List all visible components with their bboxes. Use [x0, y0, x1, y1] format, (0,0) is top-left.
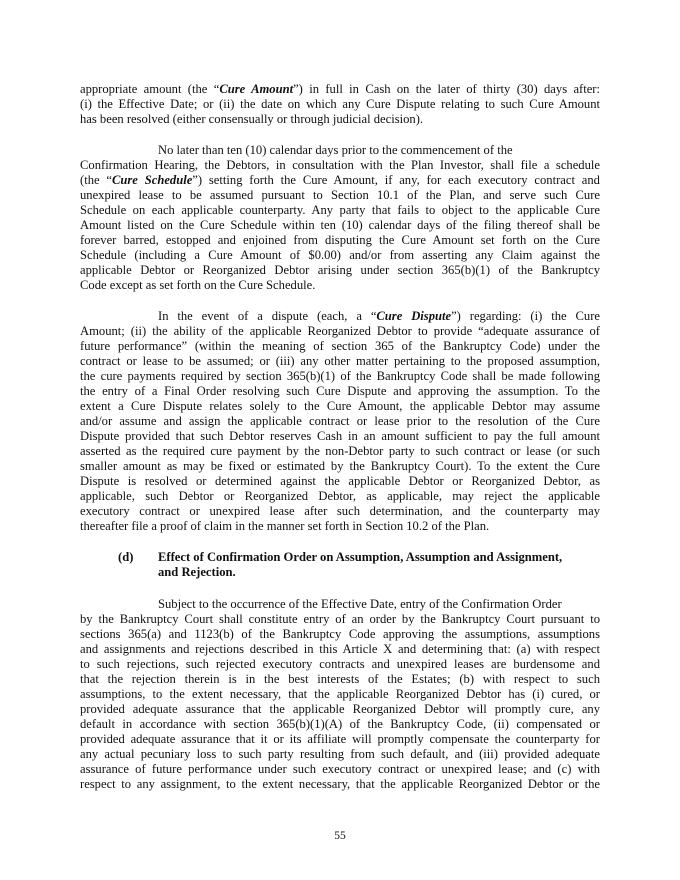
text-line: unexpired lease to be assumed pursuant to Section 10.1 of the Plan, and serve such Cure — [80, 188, 600, 202]
text-line: Schedule on each applicable counterparty. Any party that fails to object to the applicable Cure — [80, 203, 600, 217]
text-run: ”) setting forth the Cure Amount, if any, for each executory contract and — [192, 173, 600, 187]
text-line: applicable, such Debtor or Reorganized Debtor, as applicable, may reject the applicable — [80, 489, 600, 503]
text-line: Confirmation Hearing, the Debtors, in consultation with the Plan Investor, shall file a schedule — [80, 158, 600, 172]
text-line: and assignments and rejections described in this Article X and determining that: (a) with respect — [80, 642, 600, 656]
text-line — [158, 309, 600, 324]
text-line: asserted as the required cure payment by the non-Debtor party to such contract or lease (or such — [80, 444, 600, 458]
text-line: extent a Cure Dispute relates solely to the Cure Amount, the applicable Debtor may assume — [80, 399, 600, 413]
text-line — [80, 173, 600, 188]
text-line: Amount listed on the Cure Schedule within ten (10) calendar days of the filing thereof shall be — [80, 218, 600, 232]
section-title-line: and Rejection. — [158, 565, 236, 579]
text-line: assurance of future performance under such executory contract or unexpired lease; and (c) with — [80, 762, 600, 776]
text-line: provided adequate assurance that the applicable Reorganized Debtor will promptly cure, any — [80, 702, 600, 716]
text-line: Code except as set forth on the Cure Schedule. — [80, 278, 316, 292]
text-line: default in accordance with section 365(b)(1)(A) of the Bankruptcy Code, (ii) compensated or — [80, 717, 600, 731]
text-line: applicable Debtor or Reorganized Debtor arising under section 365(b)(1) of the Bankruptcy — [80, 263, 600, 277]
page-number: 55 — [334, 830, 346, 842]
text-line: by the Bankruptcy Court shall constitute entry of an order by the Bankruptcy Court pursuant to — [80, 612, 600, 626]
text-line: assumptions, to the extent necessary, that the applicable Reorganized Debtor has (i) cured, or — [80, 687, 600, 701]
text-line: that the rejection therein is in the best interests of the Estates; (b) with respect to such — [80, 672, 600, 686]
text-run: ”) in full in Cash on the later of thirty (30) days after: — [293, 82, 601, 96]
text-line: forever barred, estopped and enjoined from disputing the Cure Amount set forth on the Cure — [80, 233, 600, 247]
text-line: any actual pecuniary loss to such party resulting from such default, and (iii) provided adequate — [80, 747, 600, 761]
text-line: has been resolved (either consensually or through judicial decision). — [80, 112, 424, 126]
text-line: provided adequate assurance that it or its affiliate will promptly compensate the counterparty for — [80, 732, 600, 746]
text-line: Subject to the occurrence of the Effective Date, entry of the Confirmation Order — [158, 597, 562, 611]
text-line: the cure payments required by section 365(b)(1) of the Bankruptcy Code shall be made following — [80, 369, 600, 383]
text-run: In the event of a dispute (each, a “ — [158, 309, 377, 323]
text-line: thereafter file a proof of claim in the manner set forth in Section 10.2 of the Plan. — [80, 519, 490, 533]
section-title-line: Effect of Confirmation Order on Assumption, Assumption and Assignment, — [158, 550, 563, 564]
text-line: (i) the Effective Date; or (ii) the date on which any Cure Dispute relating to such Cure Amount — [80, 97, 600, 111]
text-run: ”) regarding: (i) the Cure — [451, 309, 600, 323]
defined-term-cure-dispute: Cure Dispute — [376, 309, 452, 323]
text-line: contract or lease to be assumed; or (iii) any other matter pertaining to the proposed assumption, — [80, 354, 600, 368]
text-line: executory contract or unexpired lease after such determination, and the counterparty may — [80, 504, 600, 518]
section-marker: (d) — [118, 550, 134, 564]
text-line: Schedule (including a Cure Amount of $0.00) and/or from asserting any Claim against the — [80, 248, 600, 262]
text-line — [80, 82, 600, 97]
text-line: Dispute is resolved or determined against the applicable Debtor or Reorganized Debtor, as — [80, 474, 600, 488]
text-line: No later than ten (10) calendar days prior to the commencement of the — [158, 143, 513, 157]
text-run: (the “ — [80, 173, 112, 187]
text-line: and/or assume and assign the applicable contract or lease prior to the resolution of the Cure — [80, 414, 600, 428]
text-line: sections 365(a) and 1123(b) of the Bankruptcy Code approving the assumptions, assumptions — [80, 627, 600, 641]
text-line: future performance” (within the meaning of section 365 of the Bankruptcy Code) under the — [80, 339, 600, 353]
text-line: respect to any assignment, to the extent necessary, that the applicable Reorganized Debtor or the — [80, 777, 600, 791]
text-line: the entry of a Final Order resolving such Cure Dispute and approving the assumption. To the — [80, 384, 600, 398]
text-run: appropriate amount (the “ — [80, 82, 220, 96]
text-line: smaller amount as may be fixed or estimated by the Bankruptcy Court). To the extent the Cure — [80, 459, 600, 473]
text-line: to such rejections, such rejected executory contracts and unexpired leases are burdensome and — [80, 657, 600, 671]
text-line: Dispute provided that such Debtor reserves Cash in an amount sufficient to pay the full amount — [80, 429, 600, 443]
defined-term-cure-amount: Cure Amount — [219, 82, 294, 96]
defined-term-cure-schedule: Cure Schedule — [112, 173, 193, 187]
text-line: Amount; (ii) the ability of the applicable Reorganized Debtor to provide “adequate assurance of — [80, 324, 600, 338]
